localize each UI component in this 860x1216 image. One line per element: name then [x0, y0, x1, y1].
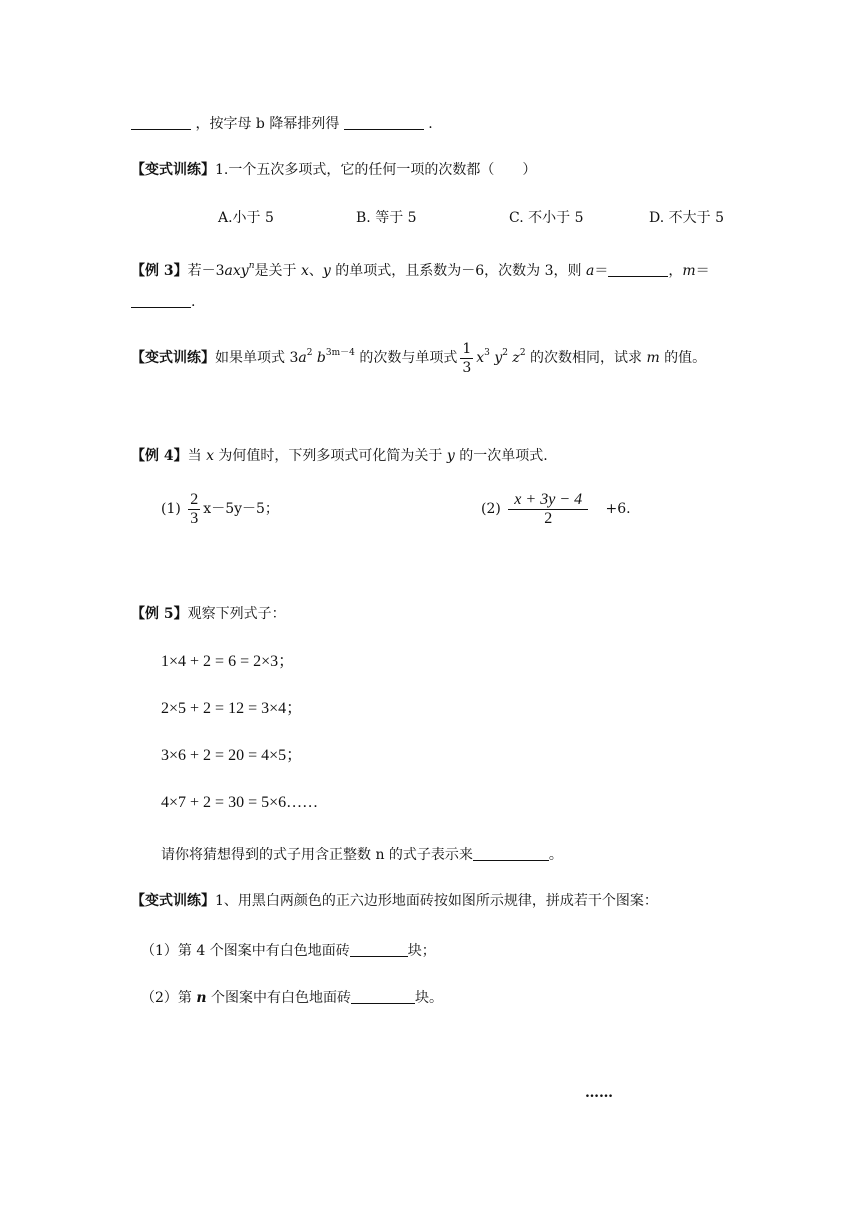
section-tag: 【变式训练】 [131, 350, 215, 366]
example-5-ask [161, 845, 563, 865]
text: 块。 [415, 990, 443, 1006]
variant-question-1 [131, 160, 536, 180]
numerator: x + 3y − 4 [508, 491, 588, 510]
math-var: x [476, 350, 485, 366]
denominator: 2 [544, 509, 553, 527]
text: 当 [187, 448, 207, 464]
line-end: . [428, 116, 433, 132]
section-tag: 【变式训练】 [131, 893, 215, 909]
text: 是关于 [254, 263, 301, 279]
fraction [508, 491, 588, 528]
example-4 [131, 446, 548, 466]
text: 的次数相同，试求 [525, 350, 647, 366]
section-tag: 【变式训练】 [131, 162, 215, 178]
answer-blank[interactable] [131, 115, 191, 130]
answer-blank[interactable] [344, 115, 424, 130]
exponent: 3 [484, 348, 490, 358]
text: 1、用黑白两颜色的正六边形地面砖按如图所示规律，拼成若干个图案： [215, 893, 658, 909]
text: ＝ [695, 263, 710, 279]
math-var: x [206, 448, 214, 464]
expression: +6. [605, 501, 631, 517]
math-var: n [196, 990, 207, 1006]
text: （1）第 4 个图案中有白色地面砖 [141, 943, 350, 959]
section-tag: 【例 3】 [131, 263, 188, 279]
formula-1: 1×4 + 2 = 6 = 2×3； [161, 653, 295, 670]
math-var: a [585, 263, 595, 279]
text: ＝ [594, 263, 609, 279]
example-4-part-2 [481, 489, 631, 529]
line-text: ，按字母 b 降幂排列得 [195, 116, 340, 132]
text: （2）第 [141, 990, 197, 1006]
text: 的单项式，且系数为－6，次数为 3，则 [330, 263, 586, 279]
math-var: x [300, 263, 309, 279]
option-b[interactable]: B. 等于 5 [356, 210, 417, 226]
exponent: 2 [502, 348, 508, 358]
variant-3-q1 [141, 941, 436, 961]
formula-4: 4×7 + 2 = 30 = 5×6…… [161, 794, 319, 811]
expression: x－5y－5； [203, 501, 279, 517]
option-c[interactable]: C. 不小于 5 [509, 210, 584, 226]
variant-question-2 [131, 331, 706, 380]
fraction [188, 491, 200, 528]
denominator: 3 [462, 359, 472, 376]
fill-line [131, 114, 433, 134]
math-var: b [312, 350, 326, 366]
option-a[interactable]: A.小于 5 [218, 210, 274, 226]
numerator: 1 [462, 340, 472, 357]
section-tag: 【例 5】 [131, 606, 188, 622]
text: 请你将猜想得到的式子用含正整数 n 的式子表示来 [161, 847, 473, 863]
formula-3: 3×6 + 2 = 20 = 4×5； [161, 747, 303, 764]
answer-blank-a[interactable] [608, 262, 668, 277]
math-var: m [646, 350, 660, 366]
answer-blank[interactable] [351, 989, 415, 1004]
numerator: 2 [190, 490, 199, 508]
math-var: y [489, 350, 503, 366]
text: . [191, 294, 196, 310]
formula-2: 2×5 + 2 = 12 = 3×4； [161, 700, 303, 717]
answer-blank[interactable] [473, 846, 549, 861]
option-d[interactable]: D. 不大于 5 [649, 210, 724, 226]
text: 、 [308, 263, 323, 279]
part-label: (2) [481, 501, 501, 517]
example-3-cont [131, 292, 195, 312]
math-var: m [682, 263, 696, 279]
example-5 [131, 604, 286, 624]
fraction [460, 340, 473, 377]
answer-blank[interactable] [350, 942, 408, 957]
math-var: z [507, 350, 520, 366]
text: 的值。 [659, 350, 707, 366]
ellipsis: …… [585, 1085, 613, 1101]
answer-blank-m[interactable] [131, 293, 191, 308]
math-var: a [298, 350, 307, 366]
text: 的次数与单项式 [354, 350, 458, 366]
section-tag: 【例 4】 [131, 448, 188, 464]
exponent: n [248, 261, 255, 271]
text: 。 [548, 847, 563, 863]
math-var: y [446, 448, 455, 464]
text: 块； [407, 943, 436, 959]
text: 的一次单项式. [454, 448, 548, 464]
variant-question-3 [131, 891, 658, 911]
text: ， [668, 263, 683, 279]
exponent: 2 [306, 348, 313, 358]
math-var: y [322, 263, 331, 279]
exponent: 2 [519, 348, 526, 358]
part-label: (1) [161, 501, 181, 517]
variant-3-q2 [141, 988, 443, 1008]
question-text: 1.一个五次多项式，它的任何一项的次数都（ ） [215, 162, 537, 178]
denominator: 3 [190, 509, 199, 527]
text: 观察下列式子： [187, 606, 286, 622]
exponent: 3m－4 [325, 348, 355, 358]
text: 如果单项式 3 [215, 350, 299, 366]
text: 个图案中有白色地面砖 [206, 990, 351, 1006]
text: 若－3 [187, 263, 225, 279]
math-var: axy [224, 263, 249, 279]
example-4-part-1 [161, 489, 279, 529]
example-3 [131, 256, 710, 281]
text: 为何值时，下列多项式可化简为关于 [213, 448, 447, 464]
